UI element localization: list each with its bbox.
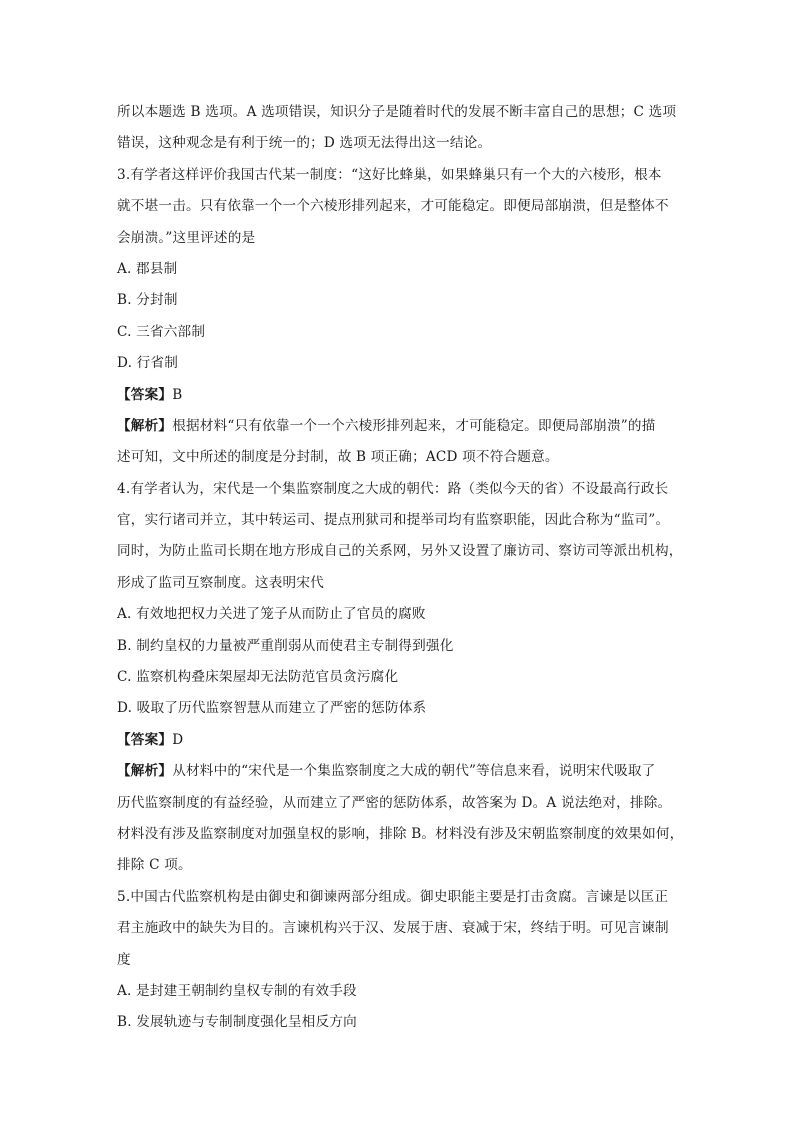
answer-option	[117, 631, 680, 662]
line-text: 4.有学者认为，宋代是一个集监察制度之大成的朝代：路（类似今天的省）不设最高行政长	[117, 480, 669, 497]
line-text: 所以本题选 B 选项。A 选项错误，知识分子是随着时代的发展不断丰富自己的思想；C 选项	[117, 104, 677, 120]
text-line	[117, 223, 680, 254]
line-text: D	[172, 731, 184, 748]
text-line	[117, 97, 680, 128]
line-text: A. 郡县制	[117, 260, 178, 277]
line-text: 同时，为防止监司长期在地方形成自己的关系网，另外又设置了廉访司、察访司等派出机构，	[117, 543, 683, 560]
line-text: C. 监察机构叠床架屋却无法防范官员贪污腐化	[117, 669, 399, 686]
line-text: 度	[117, 951, 131, 968]
answer-tag: 【解析】	[117, 763, 173, 780]
line-text: 材料没有涉及监察制度对加强皇权的影响，排除 B。材料没有涉及宋朝监察制度的效果如何，	[117, 825, 684, 842]
answer-line	[117, 725, 680, 756]
line-text: 错误，这种观念是有利于统一的；D 选项无法得出这一结论。	[117, 135, 492, 152]
line-text: 会崩溃。”这里评述的是	[117, 229, 256, 246]
line-text: 官，实行诸司并立，其中转运司、提点刑狱司和提举司均有监察职能，因此合称为“监司”。	[117, 512, 670, 529]
line-text: 形成了监司互察制度。这表明宋代	[117, 574, 324, 591]
line-text: A. 有效地把权力关进了笼子从而防止了官员的腐败	[117, 606, 426, 623]
line-text: 3.有学者这样评价我国古代某一制度：“这好比蜂巢，如果蜂巢只有一个大的六棱形，根本	[117, 166, 662, 183]
answer-option	[117, 599, 680, 630]
answer-option	[117, 662, 680, 693]
text-line	[117, 536, 683, 567]
line-text: B. 制约皇权的力量被严重削弱从而使君主专制得到强化	[117, 637, 454, 654]
answer-option	[117, 348, 680, 379]
line-text: C. 三省六部制	[117, 323, 206, 340]
line-text: D. 吸取了历代监察智慧从而建立了严密的惩防体系	[117, 700, 427, 717]
line-text: 根据材料“只有依靠一个一个六棱形排列起来，才可能稳定。即便局部崩溃”的描	[172, 417, 656, 434]
line-text: 5.中国古代监察机构是由御史和御谏两部分组成。御史职能主要是打击贪腐。言谏是以匡正	[117, 888, 669, 905]
answer-line	[117, 756, 680, 787]
answer-option	[117, 317, 680, 348]
line-text: 历代监察制度的有益经验，从而建立了严密的惩防体系，故答案为 D。A 说法绝对，排除。	[117, 794, 672, 811]
line-text: B. 分封制	[117, 292, 178, 309]
text-line	[117, 191, 680, 222]
text-line	[117, 819, 684, 850]
text-line	[117, 505, 680, 536]
line-text: B	[172, 386, 183, 403]
text-line	[117, 474, 680, 505]
text-line	[117, 568, 680, 599]
line-text: B. 发展轨迹与专制制度强化呈相反方向	[117, 1014, 357, 1031]
answer-option	[117, 285, 680, 316]
line-text: A. 是封建王朝制约皇权专制的有效手段	[117, 982, 357, 999]
answer-option	[117, 254, 680, 285]
line-text: D. 行省制	[117, 355, 179, 372]
document-body	[117, 97, 684, 1039]
text-line	[117, 160, 680, 191]
answer-line	[117, 411, 680, 442]
text-line	[117, 850, 680, 881]
answer-option	[117, 1007, 680, 1038]
text-line	[117, 788, 680, 819]
line-text: 从材料中的“宋代是一个集监察制度之大成的朝代”等信息来看，说明宋代吸取了	[172, 763, 656, 780]
answer-tag: 【答案】	[117, 731, 173, 748]
text-line	[117, 442, 680, 473]
answer-option	[117, 693, 680, 724]
text-line	[117, 945, 680, 976]
answer-tag: 【解析】	[117, 417, 173, 434]
line-text: 君主施政中的缺失为目的。言谏机构兴于汉、发展于唐、衰减于宋，终结于明。可见言谏制	[117, 920, 669, 937]
answer-line	[117, 380, 680, 411]
line-text: 就不堪一击。只有依靠一个一个六棱形排列起来，才可能稳定。即便局部崩溃，但是整体不	[117, 198, 669, 215]
line-text: 排除 C 项。	[117, 857, 192, 874]
answer-tag: 【答案】	[117, 386, 173, 403]
answer-option	[117, 976, 680, 1007]
line-text: 述可知，文中所述的制度是分封制，故 B 项正确；ACD 项不符合题意。	[117, 449, 559, 466]
text-line	[117, 882, 680, 913]
text-line	[117, 913, 680, 944]
text-line	[117, 128, 680, 159]
